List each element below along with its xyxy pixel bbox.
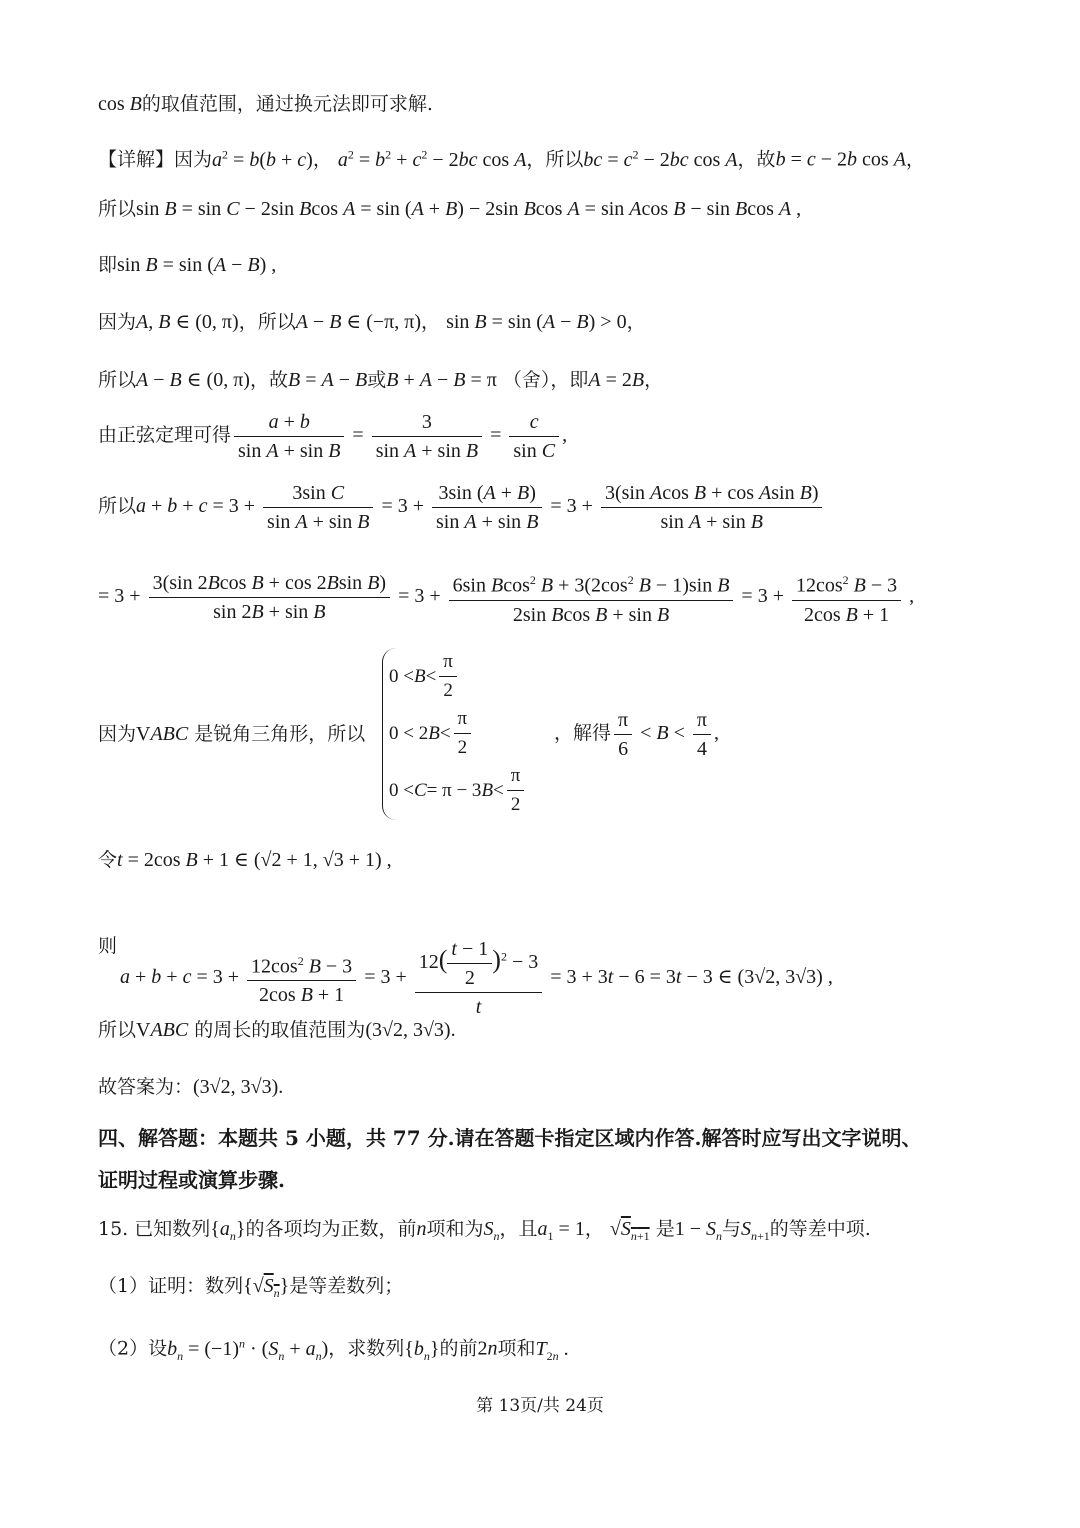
math: 2n bbox=[477, 1337, 498, 1360]
math: A − B ∈ (−π, π) bbox=[295, 311, 422, 333]
text: 或 bbox=[367, 369, 387, 391]
math: $T_{2n}$ . bbox=[535, 1337, 569, 1363]
math: B + A − B = π bbox=[386, 369, 497, 391]
math: b = c − 2b cos A bbox=[775, 148, 906, 171]
line1-text: 的取值范围，通过换元法即可求解. bbox=[141, 93, 433, 115]
math: $b_n = (-1)^n \cdot (S_n + a_n)$ bbox=[167, 1336, 329, 1363]
text: 的周长的取值范围为 bbox=[194, 1019, 366, 1041]
math: VABC bbox=[136, 723, 189, 745]
math: a + b + c = 3 + $\frac{\text{3sin C}}{\text{sin A + sin B}}$ = 3 + $\frac{3\sin (A + B)}{\text{sin A + sin B}}$ = 3 + $\frac{\text{3(sin Acos B + cos Asin B)}}{\text{sin A + sin B}}$ bbox=[136, 495, 825, 517]
math: $\{a_n\}$ bbox=[210, 1218, 246, 1243]
line-1 bbox=[98, 90, 433, 118]
text: 所以 bbox=[98, 495, 137, 518]
math: $a^2 = b^2 + c^2 - 2bc$ cos A bbox=[337, 147, 527, 171]
math: $\{√S_n\}$ bbox=[243, 1275, 290, 1300]
line-5: 因为A, B ∈ (0, π)，所以A − B ∈ (−π, π)， sin B = sin (A − B) > 0， bbox=[98, 311, 646, 333]
text: （2）设 bbox=[98, 1337, 168, 1360]
text: 故答案为： bbox=[98, 1076, 194, 1098]
math: $\frac{a + b}{\text{sin A + sin B}}$ = $\frac{3}{\text{sin A + sin B}}$ = $\frac{c}{\text{sin C}}$ , bbox=[231, 424, 567, 446]
text: 项和 bbox=[497, 1337, 536, 1360]
text: 则 bbox=[98, 935, 118, 957]
math: $S_{n+1}$ bbox=[741, 1218, 770, 1243]
text: ， bbox=[312, 148, 332, 171]
text: 所以 bbox=[98, 1019, 137, 1041]
text: 已知数列 bbox=[134, 1218, 211, 1240]
math: n bbox=[416, 1218, 427, 1240]
text: 是等差数列； bbox=[289, 1275, 404, 1297]
math: VABC bbox=[136, 1019, 189, 1041]
text: ， bbox=[584, 1218, 604, 1240]
system-row: 0 < 2 B < $\frac{\pi}{2}$ bbox=[389, 705, 527, 762]
line-8 bbox=[98, 479, 825, 536]
text: ，求数列 bbox=[328, 1337, 405, 1360]
line-7 bbox=[98, 408, 567, 465]
math: (3√2, 3√3). bbox=[365, 1019, 456, 1041]
text: ，且 bbox=[499, 1218, 538, 1240]
math: bc = $c^2 - 2bc$ cos A bbox=[583, 147, 738, 171]
text: ， bbox=[905, 148, 925, 171]
text: 令 bbox=[98, 849, 118, 871]
line-2 bbox=[98, 140, 925, 174]
math: $a_1 = 1$ bbox=[537, 1218, 585, 1243]
math: A, B ∈ (0, π) bbox=[136, 311, 239, 333]
math: sin B = sin (A − B) > 0 bbox=[446, 311, 627, 333]
text: （1）证明：数列 bbox=[98, 1275, 244, 1297]
line-13 bbox=[98, 1016, 456, 1044]
math: a + b + c = 3 + $\frac{12\cos^2 B - 3}{\text{2cos B + 1}}$ = 3 + 12( $\frac{t - 1}{2}$ )$^2$ − 3 t = 3 + 3t − 6 = 3t − 3 ∈ (3√2, 3√3) , bbox=[120, 966, 833, 988]
text: 与 bbox=[722, 1218, 742, 1240]
text: ， bbox=[626, 311, 646, 333]
text: ，故 bbox=[249, 369, 288, 391]
line-9 bbox=[98, 566, 914, 629]
math: sin B = sin C − 2sin Bcos A = sin (A + B) − 2sin Bcos A = sin Acos B − sin Bcos A , bbox=[136, 198, 802, 220]
line-4 bbox=[98, 251, 276, 279]
line-14 bbox=[98, 1073, 283, 1101]
line-6 bbox=[98, 366, 663, 394]
question-number: 15. bbox=[98, 1218, 129, 1240]
math: $S_n$ bbox=[483, 1218, 500, 1243]
question-15 bbox=[98, 1215, 871, 1250]
text: （舍），即 bbox=[502, 369, 589, 391]
text: 即 bbox=[98, 254, 118, 276]
math: t = 2cos B + 1 ∈ (√2 + 1, √3 + 1) , bbox=[117, 849, 392, 871]
math: A = 2B bbox=[588, 369, 645, 391]
math: $a^2 = b(b + c)$ bbox=[212, 147, 313, 171]
text: 所以 bbox=[98, 369, 137, 391]
math: $\{b_n\}$ bbox=[404, 1337, 440, 1363]
question-15-part-2 bbox=[98, 1329, 569, 1370]
text: 项和为 bbox=[426, 1218, 484, 1240]
text: ，故 bbox=[737, 148, 776, 171]
math: $1 - S_n$ bbox=[674, 1218, 722, 1243]
math: B = A − B bbox=[287, 369, 368, 391]
line-10-tail bbox=[554, 706, 719, 763]
math: = 3 + $\frac{\text{3(sin 2Bcos B + cos 2Bsin B)}}{\text{sin 2B + sin B}}$ = 3 + $\frac{6\sin Bcos^2 B + 3(2\cos^2 B - 1)\sin B}{\text{2sin Bcos B + sin B}}$ = 3 + $\frac{12\cos^2 B - 3}{\text{2cos B + 1}}$ , bbox=[98, 585, 914, 607]
text: ， bbox=[644, 369, 664, 391]
text: 是 bbox=[655, 1218, 675, 1240]
math: sin B = sin (A − B) , bbox=[117, 254, 277, 276]
text: 由正弦定理可得 bbox=[98, 424, 232, 447]
text: ，解得 bbox=[554, 722, 612, 745]
math: (3√2, 3√3). bbox=[193, 1076, 284, 1098]
line-10 bbox=[98, 720, 365, 748]
text: 所以 bbox=[98, 198, 137, 220]
inequality-system bbox=[382, 648, 527, 820]
line-3 bbox=[98, 195, 801, 223]
text: 因为 bbox=[98, 723, 137, 745]
line-12-label bbox=[98, 932, 117, 960]
section-heading-2: 证明过程或演算步骤. bbox=[98, 1168, 285, 1192]
math: $\frac{\pi}{6}$ < B < $\frac{\pi}{4}$ , bbox=[611, 722, 719, 744]
math: $√S_{n+1}$ bbox=[609, 1218, 650, 1243]
text: 的前 bbox=[439, 1337, 478, 1360]
detail-tag: 【详解】 bbox=[98, 148, 175, 171]
system-row: 0 < B < $\frac{\pi}{2}$ bbox=[389, 648, 527, 705]
line-11 bbox=[98, 846, 392, 874]
system-row: 0 < C = π − 3 B < $\frac{\pi}{2}$ bbox=[389, 762, 527, 819]
text: ，所以 bbox=[238, 311, 296, 333]
math: A − B ∈ (0, π) bbox=[136, 369, 250, 391]
line-12 bbox=[120, 935, 833, 1021]
text: ，所以 bbox=[526, 148, 584, 171]
text: 的各项均为正数，前 bbox=[245, 1218, 417, 1240]
text: 是锐角三角形，所以 bbox=[194, 723, 366, 745]
math-cosB: cos B bbox=[98, 93, 142, 115]
question-15-part-1 bbox=[98, 1272, 403, 1307]
text: 因为 bbox=[174, 148, 213, 171]
text: 的等差中项. bbox=[769, 1218, 871, 1240]
text: 因为 bbox=[98, 311, 137, 333]
page-footer: 第 13页/共 24页 bbox=[476, 1396, 604, 1416]
section-heading-1: 四、解答题：本题共 5 小题，共 77 分.请在答题卡指定区域内作答.解答时应写出文字说明、 bbox=[98, 1126, 922, 1150]
